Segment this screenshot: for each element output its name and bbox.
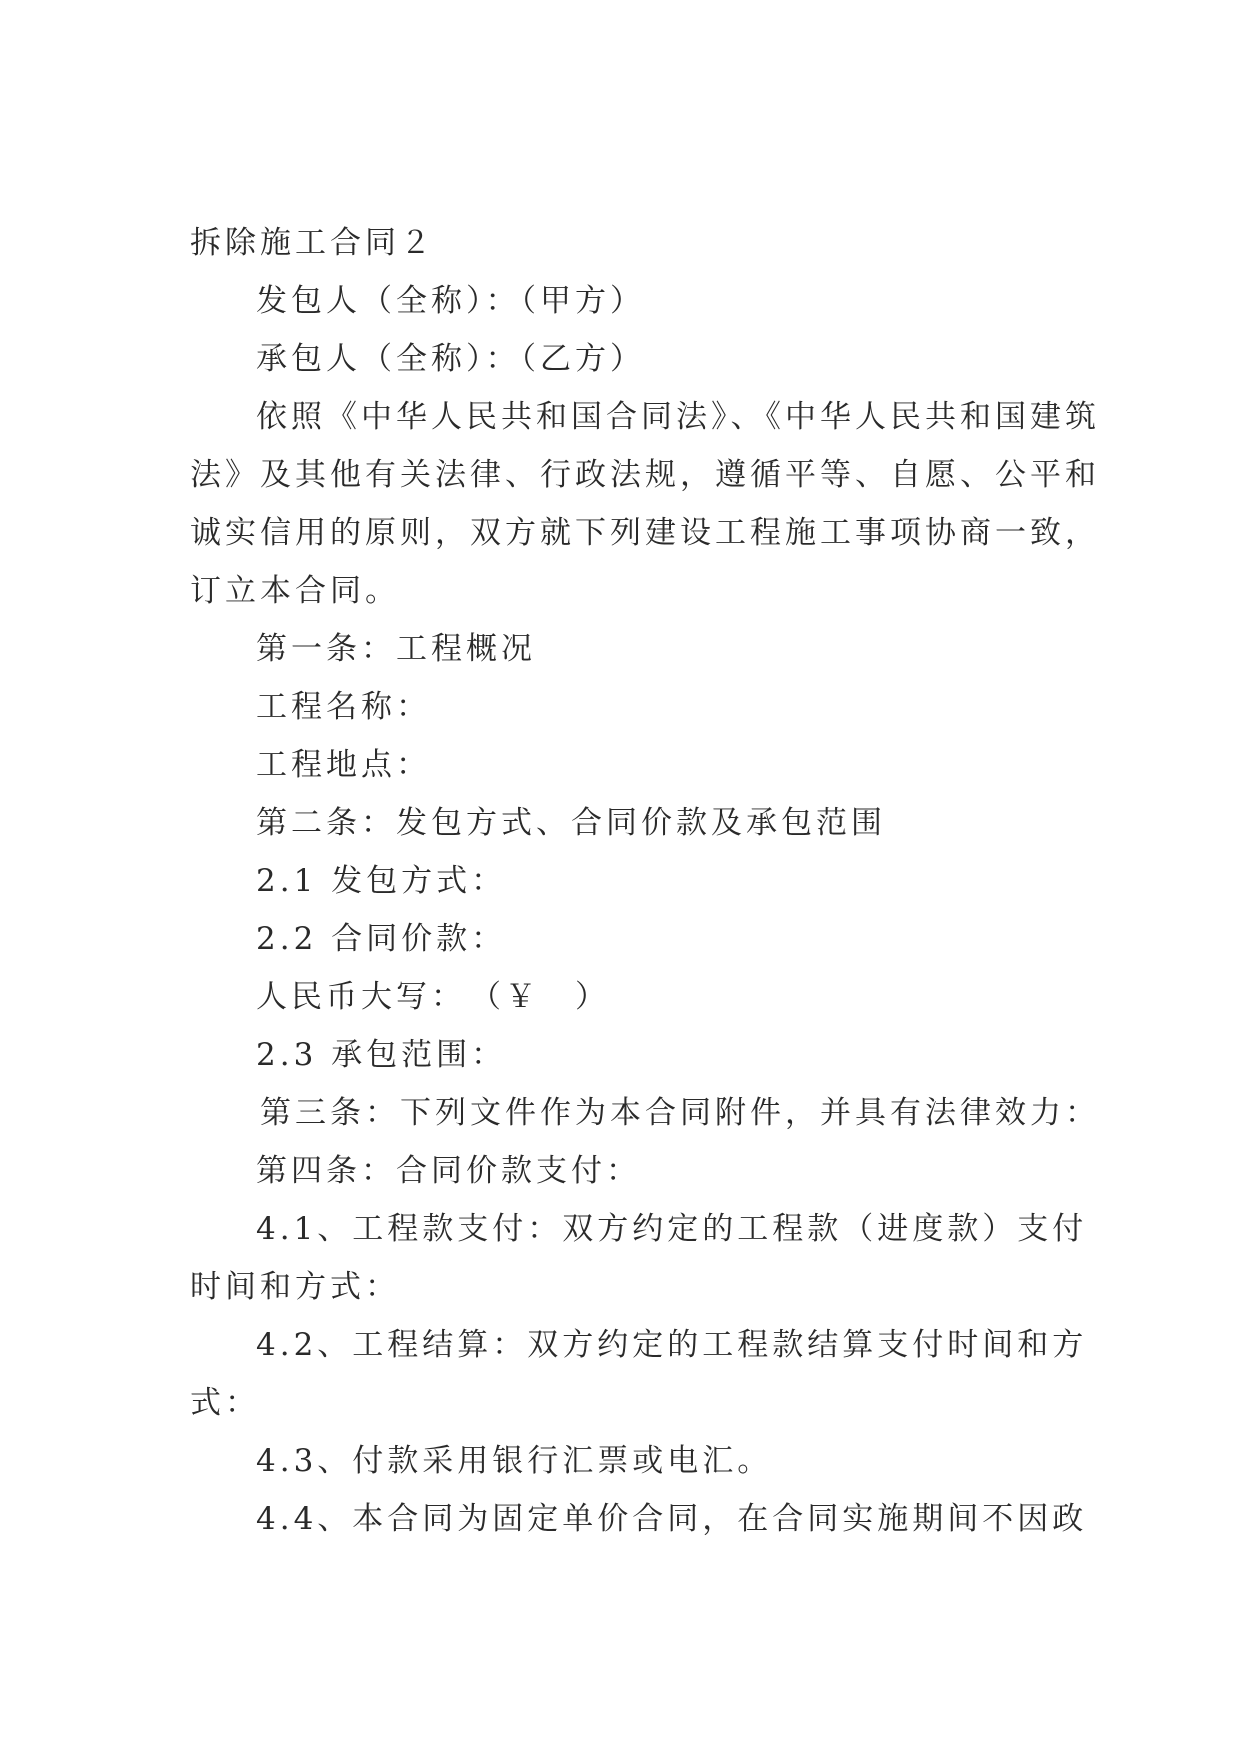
- clause-2-1: 2.1 发包方式：: [256, 863, 507, 899]
- article-1-heading: 第一条：工程概况: [256, 631, 536, 667]
- article-2-heading: 第二条：发包方式、合同价款及承包范围: [256, 805, 886, 841]
- article-4-heading: 第四条：合同价款支付：: [256, 1153, 641, 1189]
- project-location-line: 工程地点：: [256, 747, 431, 783]
- clause-4-4-line-1: 4.4、本合同为固定单价合同，在合同实施期间不因政: [256, 1501, 1088, 1537]
- clause-4-2-line-2: 式：: [190, 1385, 260, 1421]
- party-b-line: 承包人（全称）：（乙方）: [256, 341, 645, 377]
- document-title: 拆除施工合同２: [190, 225, 435, 261]
- clause-4-1-line-1: 4.1、工程款支付：双方约定的工程款（进度款）支付: [256, 1211, 1088, 1247]
- clause-4-1-line-2: 时间和方式：: [190, 1269, 400, 1305]
- preamble-line-4: 订立本合同。: [190, 573, 400, 609]
- preamble-line-3: 诚实信用的原则，双方就下列建设工程施工事项协商一致，: [190, 515, 1100, 551]
- preamble-line-2: 法》及其他有关法律、行政法规，遵循平等、自愿、公平和: [190, 457, 1100, 493]
- party-a-line: 发包人（全称）：（甲方）: [256, 283, 645, 319]
- clause-2-3: 2.3 承包范围：: [256, 1037, 507, 1073]
- document-body: [190, 214, 1100, 1548]
- rmb-amount-line: 人民币大写： （￥ ）: [256, 979, 610, 1015]
- clause-4-3: 4.3、付款采用银行汇票或电汇。: [256, 1443, 773, 1479]
- preamble-line-1: 依照《中华人民共和国合同法》、《中华人民共和国建筑: [256, 399, 1100, 435]
- article-3-heading: 第三条：下列文件作为本合同附件，并具有法律效力：: [260, 1095, 1100, 1131]
- clause-4-2-line-1: 4.2、工程结算：双方约定的工程款结算支付时间和方: [256, 1327, 1088, 1363]
- clause-2-2: 2.2 合同价款：: [256, 921, 507, 957]
- project-name-line: 工程名称：: [256, 689, 431, 725]
